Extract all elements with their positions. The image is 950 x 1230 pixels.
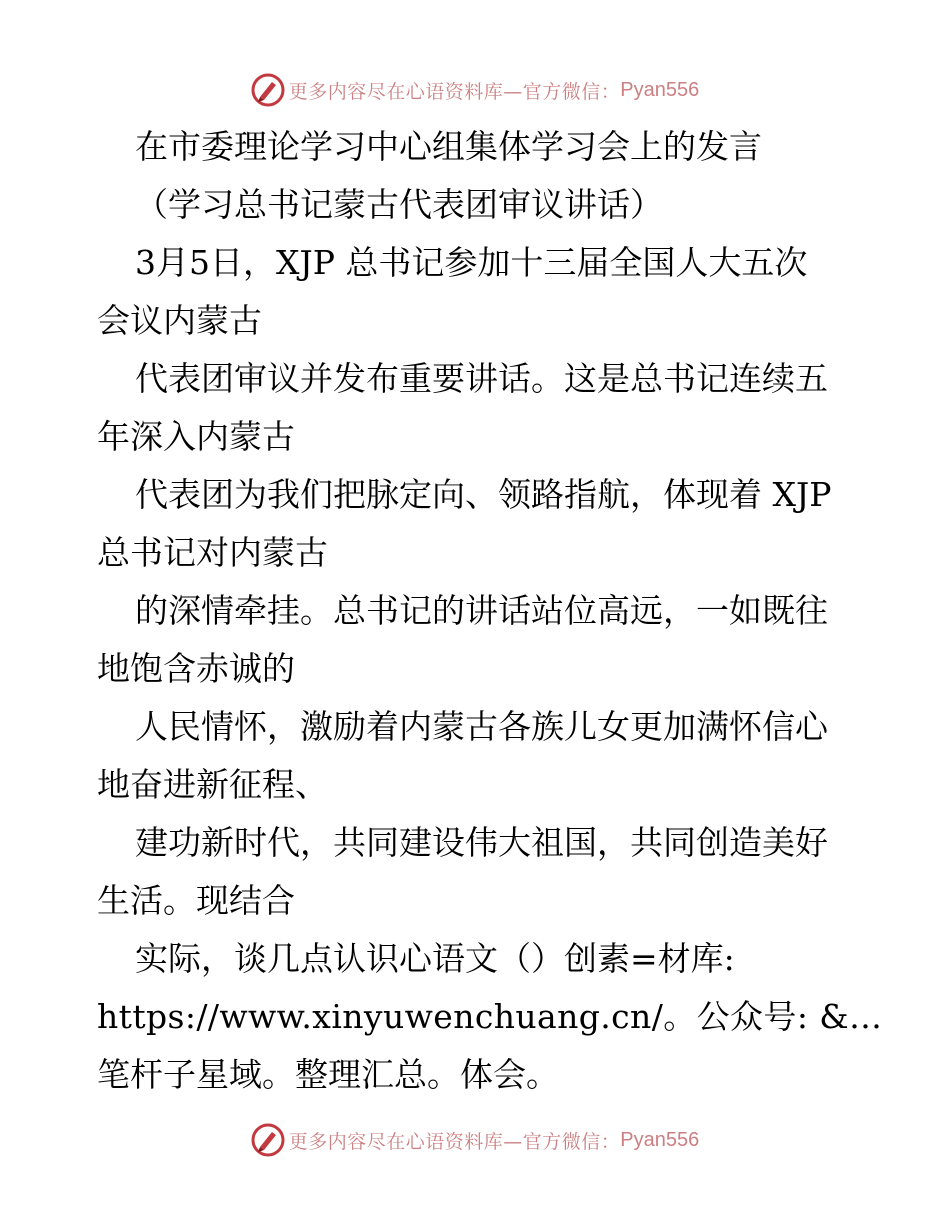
- document-body: [97, 118, 883, 1104]
- footer-watermark-banner: [0, 1120, 950, 1160]
- watermark-text: 更多内容尽在心语资料库—官方微信：: [288, 80, 621, 103]
- paragraph-line: 年深入内蒙古: [97, 417, 295, 456]
- paragraph-line: 生活。现结合: [97, 881, 295, 920]
- paragraph-line: 地饱含赤诚的: [97, 649, 295, 688]
- paragraph-line: 笔杆子星域。整理汇总。体会。: [97, 1055, 559, 1094]
- watermark-text: 更多内容尽在心语资料库—官方微信：: [288, 1130, 621, 1153]
- paragraph-line-url: https://www.xinyuwenchuang.cn/。公众号: &…: [97, 997, 883, 1036]
- paragraph-line: 地奋进新征程、: [97, 765, 328, 804]
- paragraph-line: 的深情牵挂。总书记的讲话站位高远，一如既往: [135, 591, 828, 630]
- watermark-wechat-id: Pyan556: [620, 1128, 700, 1151]
- paragraph-line: 代表团为我们把脉定向、领路指航，体现着 XJP: [135, 475, 832, 514]
- paragraph-line: 会议内蒙古: [97, 301, 262, 340]
- paragraph-line: 总书记对内蒙古: [97, 533, 328, 572]
- watermark-wechat-id: Pyan556: [620, 78, 700, 101]
- paragraph-line: 3月5日，XJP 总书记参加十三届全国人大五次: [135, 243, 808, 282]
- paragraph-line: 人民情怀，激励着内蒙古各族儿女更加满怀信心: [135, 707, 828, 746]
- red-pen-logo-icon: [251, 1123, 285, 1157]
- paragraph-line: 实际，谈几点认识心语文（）创素=材库:: [135, 939, 735, 978]
- red-pen-logo-icon: [251, 73, 285, 107]
- doc-subtitle: （学习总书记蒙古代表团审议讲话）: [135, 185, 663, 224]
- paragraph-line: 代表团审议并发布重要讲话。这是总书记连续五: [135, 359, 828, 398]
- doc-title: 在市委理论学习中心组集体学习会上的发言: [135, 127, 762, 166]
- header-watermark-banner: [0, 70, 950, 110]
- paragraph-line: 建功新时代，共同建设伟大祖国，共同创造美好: [135, 823, 828, 862]
